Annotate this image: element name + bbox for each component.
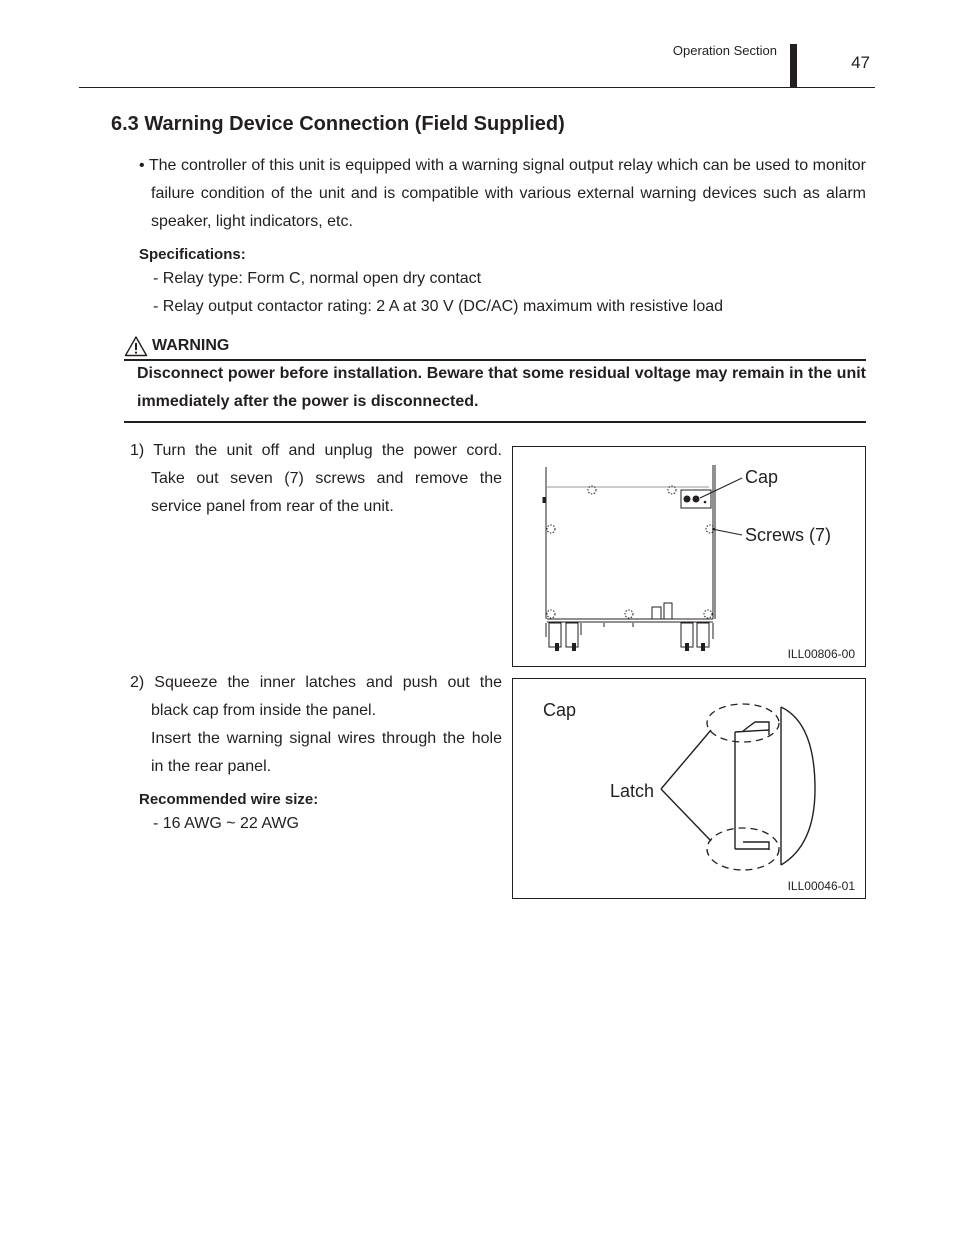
spec-item-relay-type: - Relay type: Form C, normal open dry contact [153, 270, 482, 287]
step-2-line-2: black cap from inside the panel. [151, 702, 377, 719]
warning-heading [124, 335, 229, 357]
step-1-line-1: 1) Turn the unit off and unplug the power cord. [130, 442, 503, 459]
step-1-line-2: Take out seven (7) screws and remove the [151, 470, 502, 487]
step-1-number: 1) [130, 442, 145, 459]
cap-label: Cap [745, 467, 779, 487]
step-2-line-1: 2) Squeeze the inner latches and push out the [130, 674, 502, 691]
section-title: 6.3 Warning Device Connection (Field Supplied) [111, 113, 565, 135]
figure-code: ILL00806-00 [787, 647, 855, 661]
page-number: 47 [851, 53, 870, 72]
figure-rear-panel [512, 446, 866, 667]
warning-rule-bottom [124, 421, 866, 423]
figure-cap-latch [512, 678, 866, 899]
warning-triangle-icon [124, 335, 148, 357]
step-2-line-3: Insert the warning signal wires through the hole [151, 730, 502, 747]
intro-text: • The controller of this unit is equipped with a warning signal output relay which can be used to monitor failure condition of the unit and is compatible with various external warning devices such as alarm speaker, light indicators, etc. [139, 157, 866, 230]
screws-label: Screws (7) [745, 525, 832, 545]
intro-paragraph [139, 152, 866, 236]
running-header-section: Operation Section [672, 43, 777, 58]
cap-label: Cap [543, 700, 577, 720]
latch-label: Latch [610, 781, 655, 801]
step-2-line-4: in the rear panel. [151, 758, 272, 775]
wire-size-item: - 16 AWG ~ 22 AWG [153, 815, 299, 832]
rear-panel-illustration [513, 447, 867, 668]
step-1-line-3: service panel from rear of the unit. [151, 498, 394, 515]
specifications-heading: Specifications: [139, 246, 246, 263]
step-1 [130, 437, 502, 521]
spec-item-relay-rating: - Relay output contactor rating: 2 A at 30 V (DC/AC) maximum with resistive load [153, 298, 724, 315]
step-2 [130, 669, 502, 781]
wire-size-heading: Recommended wire size: [139, 791, 319, 808]
warning-text: Disconnect power before installation. Beware that some residual voltage may remain in the unit immediately after the power is disconnected. [137, 365, 866, 410]
warning-label: WARNING [152, 337, 230, 354]
step-2-number: 2) [130, 674, 145, 691]
header-rule [79, 87, 875, 88]
header-bar [790, 44, 797, 88]
figure-code: ILL00046-01 [787, 879, 855, 893]
